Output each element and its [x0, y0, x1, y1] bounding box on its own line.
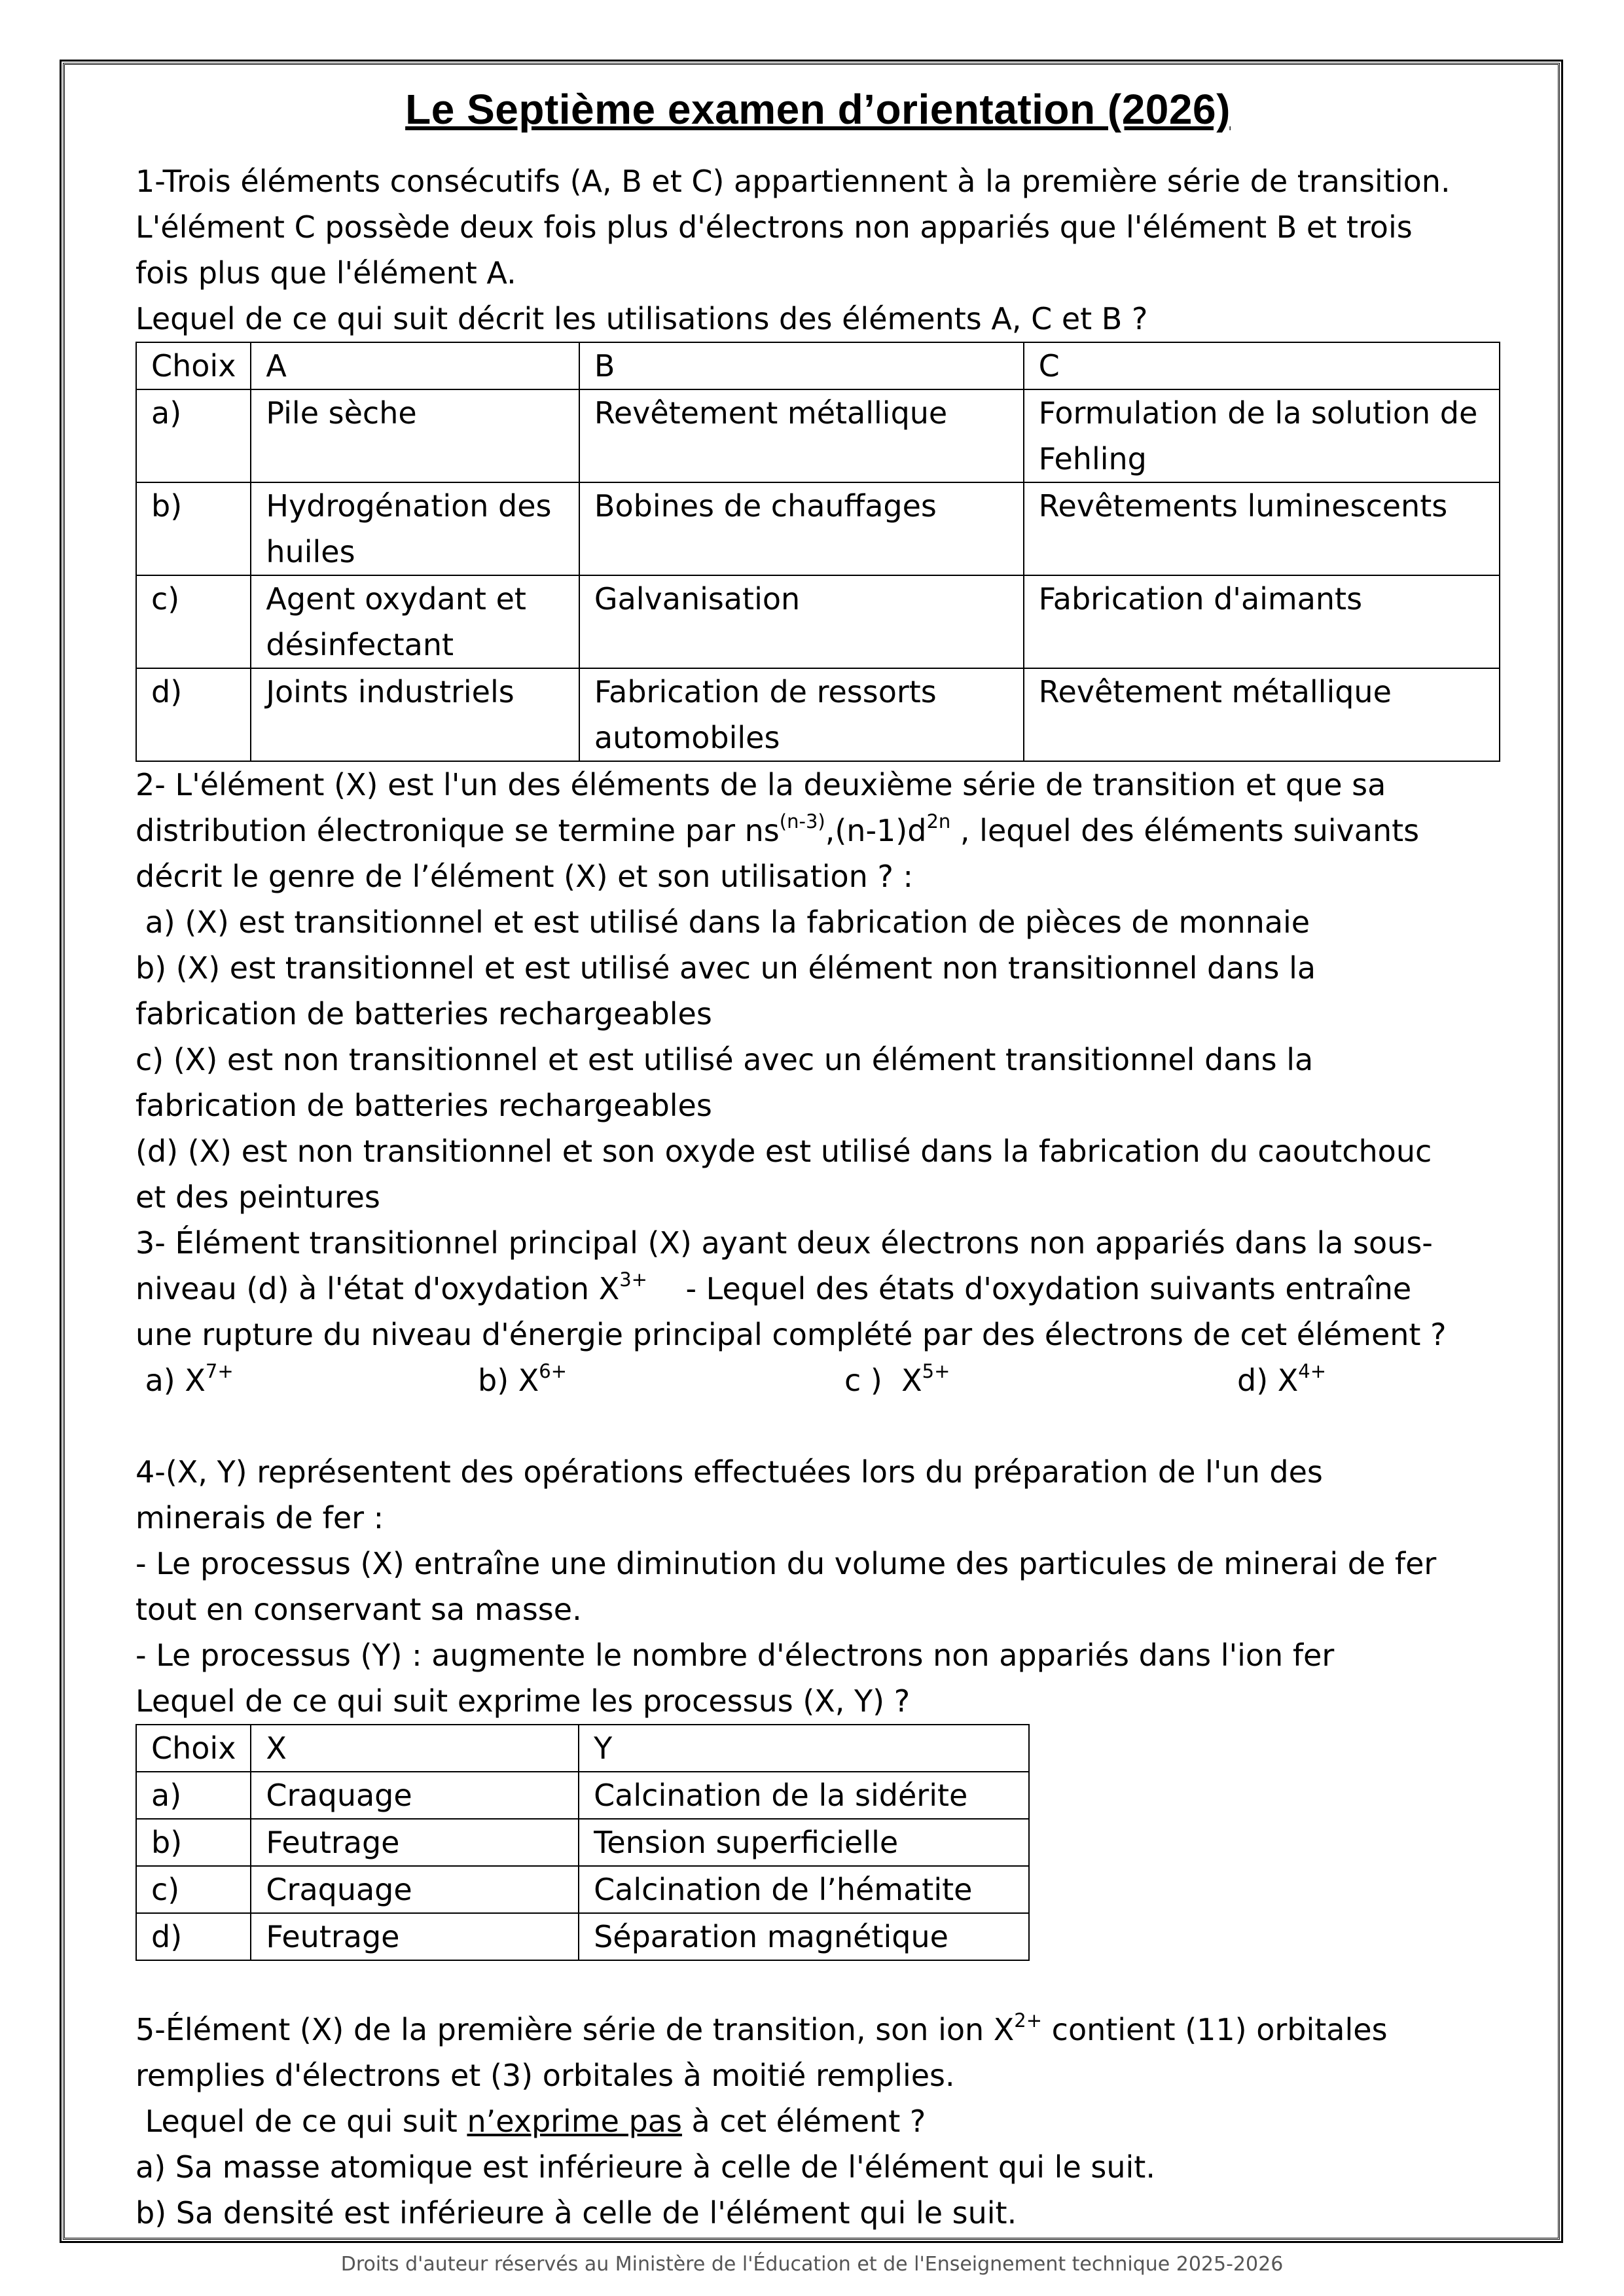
q1-line: 1-Trois éléments consécutifs (A, B et C) appartiennent à la première série de transition. [135, 164, 1451, 199]
q3-text: - Lequel des états d'oxydation suivants entraîne [647, 1271, 1412, 1306]
table-cell: c) [136, 575, 251, 668]
question-4 [135, 1449, 1500, 1961]
table-cell: a) [136, 389, 251, 482]
table-cell: d) [136, 1913, 251, 1960]
table-cell: Joints industriels [251, 668, 579, 761]
table-cell: Hydrogénation des huiles [251, 482, 579, 575]
exam-title: Le Septième examen d’orientation (2026) [405, 86, 1231, 133]
q2-line: 2- L'élément (X) est l'un des éléments de la deuxième série de transition et que sa [135, 767, 1386, 802]
q2-option: fabrication de batteries rechargeables [135, 1088, 712, 1123]
q1-line: L'élément C possède deux fois plus d'électrons non appariés que l'élément B et trois [135, 209, 1413, 245]
spacer [135, 1961, 1500, 2007]
table-cell: Craquage [251, 1866, 579, 1913]
q5-option: a) Sa masse atomique est inférieure à celle de l'élément qui le suit. [135, 2149, 1155, 2185]
table-cell: c) [136, 1866, 251, 1913]
q4-table [135, 1724, 1030, 1961]
table-row [136, 1866, 1029, 1913]
table-cell: Pile sèche [251, 389, 579, 482]
question-2 [135, 762, 1500, 1220]
q5-text: 5-Élément (X) de la première série de transition, son ion X [135, 2012, 1015, 2047]
q4-line: - Le processus (Y) : augmente le nombre d'électrons non appariés dans l'ion fer [135, 1638, 1335, 1673]
table-row [136, 1913, 1029, 1960]
q2-text: , lequel des éléments suivants [950, 813, 1420, 848]
q4-line: - Le processus (X) entraîne une diminution du volume des particules de minerai de fer [135, 1546, 1437, 1581]
table-cell: Calcination de la sidérite [579, 1772, 1029, 1819]
superscript: 4+ [1298, 1360, 1327, 1382]
q5-text: Lequel de ce qui suit [135, 2104, 467, 2139]
header-cell: X [251, 1725, 579, 1772]
table-row [136, 575, 1500, 668]
q5-line [135, 2007, 1500, 2053]
table-header-row [136, 342, 1500, 389]
q5-text: à cet élément ? [681, 2104, 926, 2139]
header-cell: Y [579, 1725, 1029, 1772]
superscript: 5+ [922, 1360, 950, 1382]
superscript: 6+ [539, 1360, 568, 1382]
q2-option: (d) (X) est non transitionnel et son oxyde est utilisé dans la fabrication du caoutchouc [135, 1134, 1432, 1169]
spacer [135, 1403, 1500, 1449]
q3-line: une rupture du niveau d'énergie principal complété par des électrons de cet élément ? [135, 1317, 1447, 1352]
copyright-footer: Droits d'auteur réservés au Ministère de l'Éducation et de l'Enseignement technique 2025-2026 [340, 2253, 1284, 2276]
q3-option-d [1237, 1357, 1326, 1403]
table-cell: Craquage [251, 1772, 579, 1819]
q2-line [135, 808, 1500, 853]
superscript: (n-3) [779, 810, 825, 833]
table-cell: Séparation magnétique [579, 1913, 1029, 1960]
q1-line: fois plus que l'élément A. [135, 255, 516, 291]
q5-line [135, 2098, 1500, 2144]
table-row [136, 1819, 1029, 1866]
q2-text: distribution électronique se termine par ns [135, 813, 780, 848]
option-label: a) X [135, 1363, 206, 1398]
header-cell: A [251, 342, 579, 389]
table-row [136, 389, 1500, 482]
exam-content [135, 73, 1500, 2236]
question-1 [135, 158, 1500, 762]
table-cell: Feutrage [251, 1913, 579, 1960]
q3-text: niveau (d) à l'état d'oxydation X [135, 1271, 620, 1306]
header-cell: B [579, 342, 1024, 389]
table-cell: a) [136, 1772, 251, 1819]
superscript: 3+ [619, 1268, 647, 1291]
q5-underlined: n’exprime pas [467, 2104, 682, 2139]
q3-option-b [478, 1357, 567, 1403]
table-row [136, 482, 1500, 575]
q3-options [135, 1357, 1500, 1403]
q3-line [135, 1266, 1500, 1312]
table-cell: b) [136, 482, 251, 575]
table-header-row [136, 1725, 1029, 1772]
table-cell: Tension superficielle [579, 1819, 1029, 1866]
q2-text: ,(n-1)d [825, 813, 927, 848]
table-cell: Galvanisation [579, 575, 1024, 668]
table-cell: Revêtement métallique [579, 389, 1024, 482]
question-3 [135, 1220, 1500, 1403]
option-label: b) X [478, 1363, 539, 1398]
table-cell: Revêtement métallique [1024, 668, 1500, 761]
table-cell: d) [136, 668, 251, 761]
q4-line: tout en conservant sa masse. [135, 1592, 582, 1627]
header-cell: C [1024, 342, 1500, 389]
superscript: 2+ [1014, 2009, 1043, 2032]
table-cell: Bobines de chauffages [579, 482, 1024, 575]
q5-text: contient (11) orbitales [1042, 2012, 1388, 2047]
table-cell: Formulation de la solution de Fehling [1024, 389, 1500, 482]
q2-option: a) (X) est transitionnel et est utilisé dans la fabrication de pièces de monnaie [135, 905, 1310, 940]
q2-line: décrit le genre de l’élément (X) et son utilisation ? : [135, 859, 913, 894]
q4-line: Lequel de ce qui suit exprime les processus (X, Y) ? [135, 1683, 911, 1719]
table-cell: Calcination de l’hématite [579, 1866, 1029, 1913]
table-cell: Feutrage [251, 1819, 579, 1866]
table-cell: Fabrication d'aimants [1024, 575, 1500, 668]
q4-line: 4-(X, Y) représentent des opérations effectuées lors du préparation de l'un des [135, 1454, 1323, 1490]
superscript: 7+ [205, 1360, 234, 1382]
table-cell: Revêtements luminescents [1024, 482, 1500, 575]
q3-option-a [135, 1357, 234, 1403]
q5-line: remplies d'électrons et (3) orbitales à moitié remplies. [135, 2058, 955, 2093]
q2-option: b) (X) est transitionnel et est utilisé avec un élément non transitionnel dans la [135, 950, 1316, 986]
table-cell: Agent oxydant et désinfectant [251, 575, 579, 668]
q1-line: Lequel de ce qui suit décrit les utilisations des éléments A, C et B ? [135, 301, 1148, 336]
table-row [136, 668, 1500, 761]
header-cell: Choix [136, 1725, 251, 1772]
q3-line: 3- Élément transitionnel principal (X) ayant deux électrons non appariés dans la sous- [135, 1225, 1433, 1261]
option-label: c ) X [844, 1363, 922, 1398]
table-row [136, 1772, 1029, 1819]
header-cell: Choix [136, 342, 251, 389]
question-5 [135, 2007, 1500, 2236]
option-label: d) X [1237, 1363, 1299, 1398]
q2-option: et des peintures [135, 1179, 380, 1215]
table-cell: b) [136, 1819, 251, 1866]
q3-option-c [844, 1357, 950, 1403]
superscript: 2n [926, 810, 951, 833]
q2-option: fabrication de batteries rechargeables [135, 996, 712, 1031]
q4-line: minerais de fer : [135, 1500, 384, 1535]
table-cell: Fabrication de ressorts automobiles [579, 668, 1024, 761]
q5-option: b) Sa densité est inférieure à celle de l'élément qui le suit. [135, 2195, 1017, 2231]
q1-table [135, 342, 1500, 762]
q2-option: c) (X) est non transitionnel et est utilisé avec un élément transitionnel dans la [135, 1042, 1314, 1077]
